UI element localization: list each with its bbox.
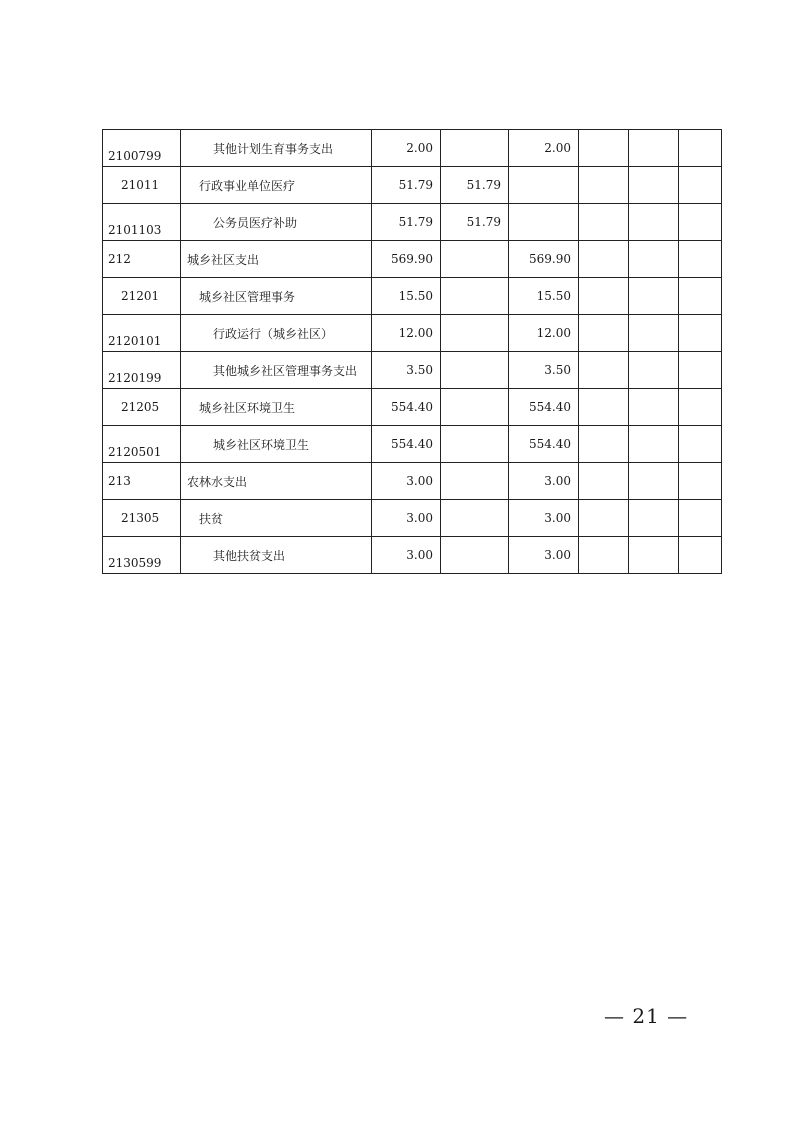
empty-cell [629, 500, 679, 537]
project-amount: 12.00 [509, 315, 579, 352]
empty-cell [579, 389, 629, 426]
basic-amount [441, 389, 509, 426]
empty-cell [629, 241, 679, 278]
subject-code: 2120199 [103, 352, 181, 389]
empty-cell [629, 130, 679, 167]
project-amount: 3.00 [509, 500, 579, 537]
empty-cell [579, 463, 629, 500]
table-row [103, 167, 722, 204]
project-amount [509, 167, 579, 204]
subject-code: 2120501 [103, 426, 181, 463]
subject-code: 2120101 [103, 315, 181, 352]
empty-cell [579, 500, 629, 537]
empty-cell [579, 204, 629, 241]
empty-cell [679, 463, 722, 500]
table-row [103, 278, 722, 315]
empty-cell [579, 352, 629, 389]
empty-cell [629, 278, 679, 315]
table-row [103, 352, 722, 389]
project-amount: 554.40 [509, 426, 579, 463]
basic-amount [441, 241, 509, 278]
empty-cell [679, 130, 722, 167]
basic-amount [441, 537, 509, 574]
empty-cell [679, 278, 722, 315]
project-amount: 15.50 [509, 278, 579, 315]
subject-name: 其他城乡社区管理事务支出 [181, 352, 372, 389]
project-amount [509, 204, 579, 241]
empty-cell [579, 130, 629, 167]
empty-cell [579, 537, 629, 574]
total-amount: 3.00 [372, 537, 441, 574]
empty-cell [579, 315, 629, 352]
subject-code: 21305 [103, 500, 181, 537]
subject-name: 城乡社区管理事务 [181, 278, 372, 315]
project-amount: 569.90 [509, 241, 579, 278]
total-amount: 569.90 [372, 241, 441, 278]
basic-amount [441, 315, 509, 352]
empty-cell [579, 278, 629, 315]
empty-cell [629, 426, 679, 463]
empty-cell [679, 389, 722, 426]
subject-name: 行政运行（城乡社区） [181, 315, 372, 352]
total-amount: 3.00 [372, 463, 441, 500]
empty-cell [679, 204, 722, 241]
table-row [103, 315, 722, 352]
empty-cell [679, 537, 722, 574]
total-amount: 12.00 [372, 315, 441, 352]
empty-cell [629, 463, 679, 500]
empty-cell [629, 537, 679, 574]
empty-cell [629, 352, 679, 389]
subject-code: 21011 [103, 167, 181, 204]
total-amount: 3.50 [372, 352, 441, 389]
empty-cell [679, 352, 722, 389]
empty-cell [679, 241, 722, 278]
empty-cell [629, 167, 679, 204]
empty-cell [679, 167, 722, 204]
empty-cell [629, 204, 679, 241]
table-row [103, 204, 722, 241]
basic-amount: 51.79 [441, 204, 509, 241]
basic-amount [441, 278, 509, 315]
total-amount: 554.40 [372, 426, 441, 463]
subject-code: 21205 [103, 389, 181, 426]
empty-cell [629, 315, 679, 352]
empty-cell [579, 241, 629, 278]
empty-cell [629, 389, 679, 426]
table-row [103, 426, 722, 463]
empty-cell [579, 426, 629, 463]
subject-name: 城乡社区环境卫生 [181, 389, 372, 426]
total-amount: 51.79 [372, 204, 441, 241]
subject-code: 21201 [103, 278, 181, 315]
basic-amount [441, 463, 509, 500]
basic-amount [441, 426, 509, 463]
subject-name: 行政事业单位医疗 [181, 167, 372, 204]
subject-code: 2100799 [103, 130, 181, 167]
project-amount: 2.00 [509, 130, 579, 167]
empty-cell [579, 167, 629, 204]
total-amount: 51.79 [372, 167, 441, 204]
total-amount: 15.50 [372, 278, 441, 315]
project-amount: 554.40 [509, 389, 579, 426]
total-amount: 2.00 [372, 130, 441, 167]
project-amount: 3.00 [509, 537, 579, 574]
table-row [103, 241, 722, 278]
empty-cell [679, 500, 722, 537]
basic-amount [441, 130, 509, 167]
subject-name: 城乡社区支出 [181, 241, 372, 278]
empty-cell [679, 426, 722, 463]
subject-code: 2130599 [103, 537, 181, 574]
empty-cell [679, 315, 722, 352]
subject-code: 213 [103, 463, 181, 500]
project-amount: 3.00 [509, 463, 579, 500]
subject-code: 2101103 [103, 204, 181, 241]
subject-name: 公务员医疗补助 [181, 204, 372, 241]
subject-code: 212 [103, 241, 181, 278]
budget-expenditure-table [102, 129, 722, 574]
total-amount: 3.00 [372, 500, 441, 537]
table-row [103, 389, 722, 426]
subject-name: 城乡社区环境卫生 [181, 426, 372, 463]
basic-amount [441, 500, 509, 537]
basic-amount [441, 352, 509, 389]
subject-name: 其他计划生育事务支出 [181, 130, 372, 167]
page-number: — 21 — [604, 1004, 689, 1028]
table-row [103, 463, 722, 500]
table-row [103, 130, 722, 167]
total-amount: 554.40 [372, 389, 441, 426]
project-amount: 3.50 [509, 352, 579, 389]
subject-name: 农林水支出 [181, 463, 372, 500]
table-row [103, 500, 722, 537]
table-row [103, 537, 722, 574]
basic-amount: 51.79 [441, 167, 509, 204]
subject-name: 扶贫 [181, 500, 372, 537]
subject-name: 其他扶贫支出 [181, 537, 372, 574]
